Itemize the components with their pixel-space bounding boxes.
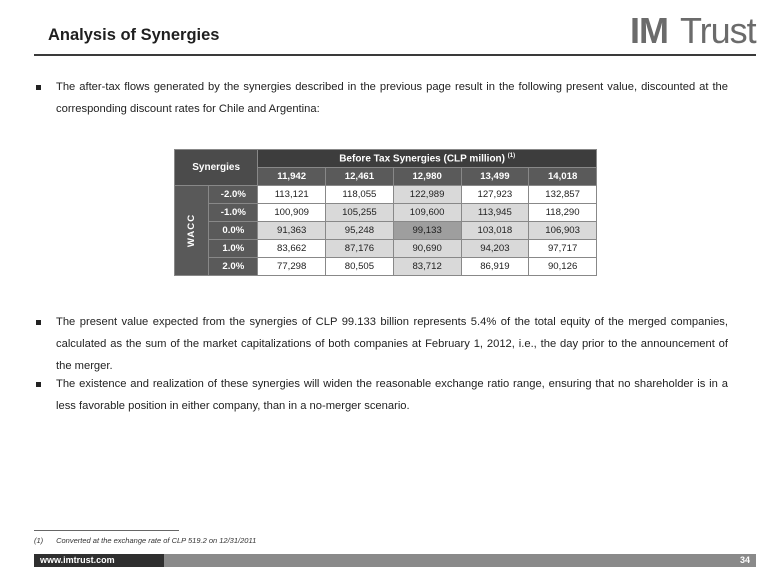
- row-header: 1.0%: [209, 240, 258, 258]
- table-cell: 118,055: [326, 186, 394, 204]
- row-group-label-text: WACC: [186, 213, 198, 248]
- page-number: 34: [739, 555, 750, 565]
- synergies-table: [174, 149, 597, 276]
- table-row: [175, 222, 597, 240]
- row-header: -2.0%: [209, 186, 258, 204]
- table-cell: 113,945: [461, 204, 529, 222]
- svg-text:Trust: Trust: [680, 10, 756, 50]
- row-group-label: [175, 186, 209, 276]
- table-cell: 103,018: [461, 222, 529, 240]
- table-row: [175, 258, 597, 276]
- table-cell: 127,923: [461, 186, 529, 204]
- table-cell: 77,298: [258, 258, 326, 276]
- bullet-item: [34, 311, 728, 377]
- page-title: Analysis of Synergies: [48, 26, 220, 44]
- table-cell: 80,505: [326, 258, 394, 276]
- table-cell: 87,176: [326, 240, 394, 258]
- bullet-marker: [36, 320, 41, 325]
- group-header-text: Before Tax Synergies (CLP million): [339, 153, 505, 165]
- table-cell: 86,919: [461, 258, 529, 276]
- table-cell: 90,126: [529, 258, 597, 276]
- table-cell: 97,717: [529, 240, 597, 258]
- column-header: 12,980: [393, 168, 461, 186]
- header-rule: [34, 54, 756, 56]
- table-cell: 90,690: [393, 240, 461, 258]
- column-header: 14,018: [529, 168, 597, 186]
- row-header: 0.0%: [209, 222, 258, 240]
- bullet-item: [34, 373, 728, 417]
- footer-url[interactable]: www.imtrust.com: [34, 554, 164, 567]
- table-cell: 95,248: [326, 222, 394, 240]
- bullet-text: The present value expected from the synergies of CLP 99.133 billion represents 5.4% of the total equity of the merged companies, calculated as the sum of the market capitalizations of both companies at February 1, 2012, i.e., the day prior to the announcement of the merger.: [56, 316, 728, 372]
- bullet-text: The existence and realization of these synergies will widen the reasonable exchange ratio range, ensuring that no shareholder is in a less favorable position in either company, than in a no-merger scenario.: [56, 378, 728, 412]
- footer-bar: [34, 554, 756, 567]
- table-row: [175, 204, 597, 222]
- bullet-text: The after-tax flows generated by the synergies described in the previous page result in the following present value, discounted at the corresponding discount rates for Chile and Argentina:: [56, 81, 728, 115]
- group-header-note: (1): [507, 152, 516, 159]
- footnote: [34, 536, 256, 545]
- footnote-text: Converted at the exchange rate of CLP 519.2 on 12/31/2011: [56, 536, 257, 545]
- footnote-rule: [34, 530, 179, 531]
- table-cell: 94,203: [461, 240, 529, 258]
- imtrust-logo: [630, 10, 760, 50]
- table-row: [175, 240, 597, 258]
- table-cell: 83,712: [393, 258, 461, 276]
- table-row: [175, 186, 597, 204]
- table-cell: 100,909: [258, 204, 326, 222]
- table-cell: 99,133: [393, 222, 461, 240]
- table-cell: 91,363: [258, 222, 326, 240]
- bullet-marker: [36, 85, 41, 90]
- table-cell: 122,989: [393, 186, 461, 204]
- row-header: -1.0%: [209, 204, 258, 222]
- footnote-number: (1): [34, 536, 44, 545]
- table-cell: 113,121: [258, 186, 326, 204]
- table-cell: 109,600: [393, 204, 461, 222]
- row-header: 2.0%: [209, 258, 258, 276]
- table-cell: 132,857: [529, 186, 597, 204]
- column-header: 13,499: [461, 168, 529, 186]
- table-cell: 105,255: [326, 204, 394, 222]
- table-cell: 106,903: [529, 222, 597, 240]
- column-header: 11,942: [258, 168, 326, 186]
- svg-text:IM: IM: [630, 10, 668, 50]
- table-cell: 83,662: [258, 240, 326, 258]
- bullet-item: [34, 76, 728, 120]
- table-corner-label: Synergies: [175, 150, 258, 186]
- table-group-header: [258, 150, 597, 168]
- table-cell: 118,290: [529, 204, 597, 222]
- column-header: 12,461: [326, 168, 394, 186]
- bullet-marker: [36, 382, 41, 387]
